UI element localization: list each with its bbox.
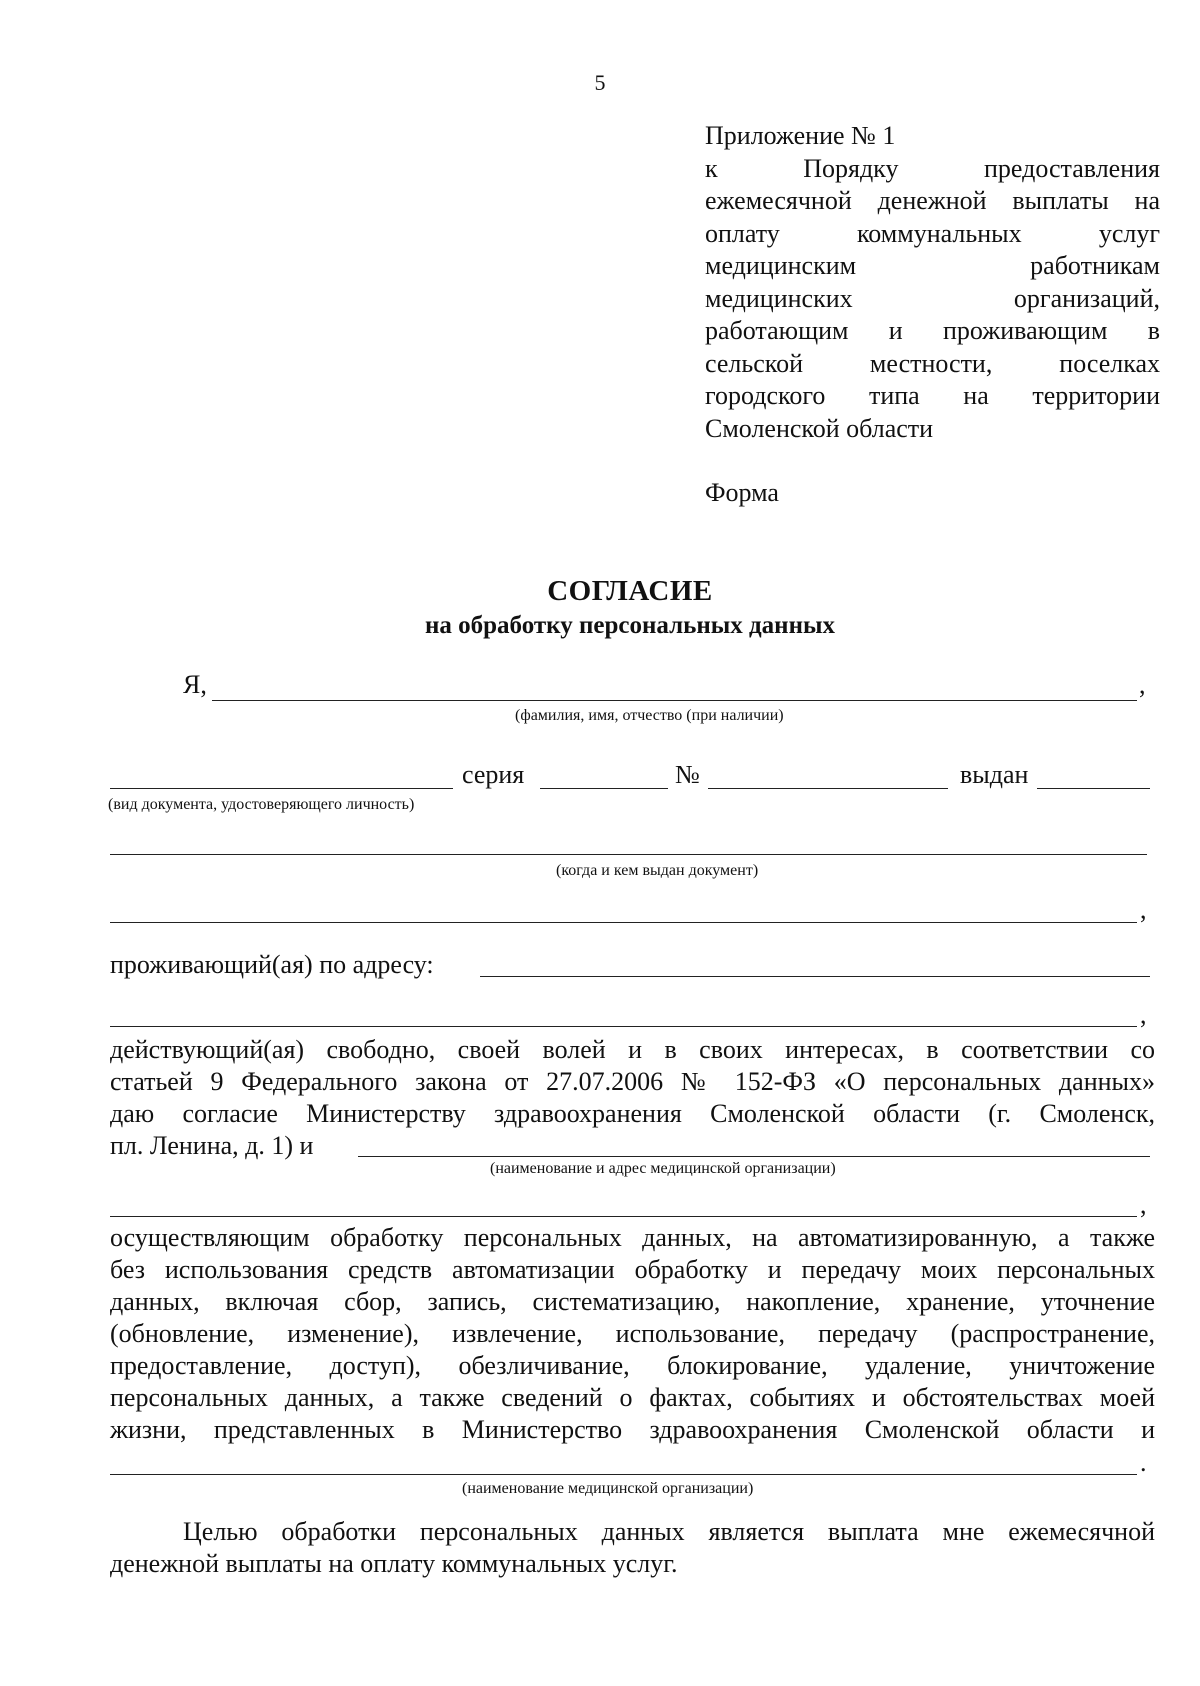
doc-type-field[interactable] [110, 788, 453, 789]
org-name-caption: (наименование медицинской организации) [462, 1480, 754, 1497]
appendix-line: сельской местности, поселках [705, 348, 1160, 378]
issued-field[interactable] [110, 854, 1147, 855]
fio-caption: (фамилия, имя, отчество (при наличии) [515, 707, 784, 724]
fio-field[interactable] [212, 700, 1137, 701]
vydan-field[interactable] [1037, 788, 1150, 789]
ya-label: Я, [183, 670, 207, 699]
appendix-line: медицинским работникам [705, 251, 1160, 280]
issued-caption: (когда и кем выдан документ) [556, 862, 759, 879]
comma: , [1140, 1000, 1147, 1029]
doc-type-caption: (вид документа, удостоверяющего личность) [108, 796, 415, 813]
paragraph-line: без использования средств автоматизации обработку и передачу моих персональных [110, 1255, 1155, 1284]
seria-label: серия [462, 760, 525, 789]
paragraph-line: пл. Ленина, д. 1) и [110, 1131, 314, 1160]
appendix-line: работающим и проживающим в [705, 316, 1160, 345]
org-name-field[interactable] [110, 1474, 1137, 1475]
address-field-continued[interactable] [110, 1026, 1137, 1027]
paragraph-line: жизни, представленных в Министерство здравоохранения Смоленской области и [110, 1415, 1155, 1444]
appendix-line: медицинских организаций, [705, 283, 1160, 313]
paragraph-line: данных, включая сбор, запись, систематизацию, накопление, хранение, уточнение [110, 1287, 1155, 1316]
address-label: проживающий(ая) по адресу: [110, 950, 434, 979]
paragraph-line: персональных данных, а также сведений о фактах, событиях и обстоятельствах моей [110, 1383, 1155, 1412]
seria-field[interactable] [540, 788, 668, 789]
paragraph-line: статьей 9 Федерального закона от 27.07.2006 № 152-ФЗ «О персональных данных» [110, 1067, 1155, 1096]
org-name-address-caption: (наименование и адрес медицинской организации) [490, 1160, 836, 1177]
address-field[interactable] [480, 976, 1150, 977]
vydan-label: выдан [960, 760, 1029, 789]
paragraph-line: предоставление, доступ), обезличивание, блокирование, удаление, уничтожение [110, 1351, 1155, 1380]
comma: , [1139, 670, 1146, 699]
document-subtitle: на обработку персональных данных [425, 612, 835, 639]
appendix-line: к Порядку предоставления [705, 153, 1160, 183]
page-number: 5 [594, 70, 606, 95]
number-field[interactable] [708, 788, 948, 789]
document-title: СОГЛАСИЕ [547, 575, 713, 607]
appendix-block [705, 120, 1160, 445]
paragraph-line: (обновление, изменение), извлечение, использование, передачу (распространение, [110, 1319, 1155, 1348]
form-label: Форма [705, 478, 779, 507]
org-name-address-field[interactable] [358, 1156, 1150, 1157]
paragraph-line: Целью обработки персональных данных является выплата мне ежемесячной [183, 1517, 1155, 1546]
paragraph-line: действующий(ая) свободно, своей волей и в своих интересах, в соответствии со [110, 1035, 1155, 1064]
appendix-last-line: Смоленской области [705, 413, 934, 443]
appendix-line: оплату коммунальных услуг [705, 218, 1160, 248]
number-label: № [675, 760, 700, 789]
org-name-address-field-continued[interactable] [110, 1216, 1137, 1217]
comma: , [1140, 895, 1147, 924]
appendix-line: городского типа на территории [705, 381, 1160, 410]
appendix-title: Приложение № 1 [705, 121, 896, 150]
issued-field-continued[interactable] [110, 922, 1137, 923]
paragraph-line: даю согласие Министерству здравоохранения Смоленской области (г. Смоленск, [110, 1099, 1155, 1128]
paragraph-line: денежной выплаты на оплату коммунальных услуг. [110, 1549, 678, 1578]
processing-paragraph [110, 1222, 1155, 1446]
comma: , [1140, 1190, 1147, 1219]
paragraph-line: осуществляющим обработку персональных данных, на автоматизированную, а также [110, 1223, 1155, 1252]
purpose-paragraph [110, 1516, 1155, 1580]
consent-paragraph [110, 1034, 1155, 1162]
period: . [1140, 1448, 1147, 1477]
appendix-line: ежемесячной денежной выплаты на [705, 186, 1160, 215]
